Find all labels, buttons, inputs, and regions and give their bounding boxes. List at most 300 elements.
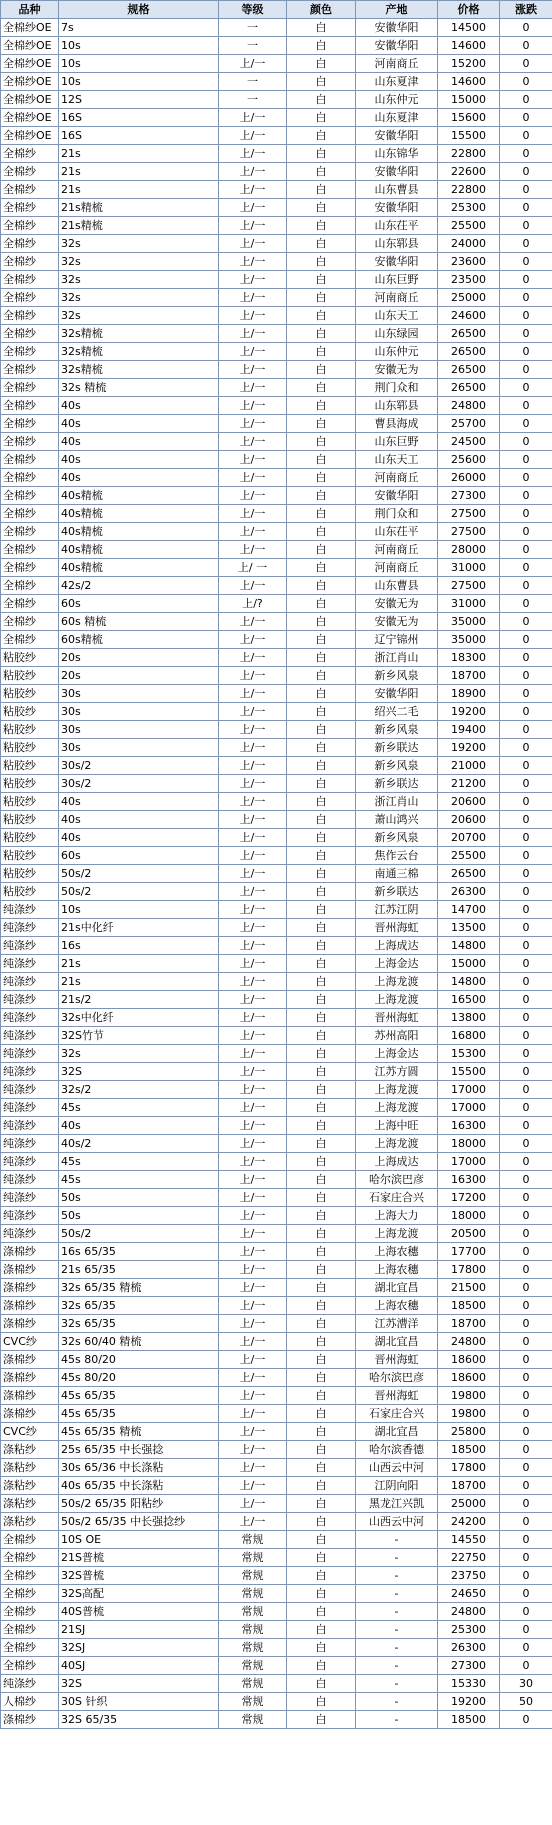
cell-grade: 上/? <box>219 595 287 613</box>
cell-change: 0 <box>500 1099 552 1117</box>
cell-price: 26500 <box>438 865 500 883</box>
cell-variety: 全棉纱 <box>1 181 59 199</box>
cell-origin: 山东郓县 <box>356 235 438 253</box>
cell-variety: 全棉纱 <box>1 1639 59 1657</box>
cell-grade: 常规 <box>219 1657 287 1675</box>
cell-variety: 纯涤纱 <box>1 1225 59 1243</box>
cell-price: 18000 <box>438 1135 500 1153</box>
table-row <box>1 883 552 901</box>
cell-change: 0 <box>500 199 552 217</box>
cell-grade: 上/一 <box>219 505 287 523</box>
cell-variety: 涤粘纱 <box>1 1513 59 1531</box>
cell-price: 15500 <box>438 1063 500 1081</box>
cell-grade: 上/一 <box>219 1477 287 1495</box>
cell-price: 25300 <box>438 199 500 217</box>
cell-price: 14800 <box>438 973 500 991</box>
cell-price: 18700 <box>438 1477 500 1495</box>
header-spec: 规格 <box>59 1 219 19</box>
cell-price: 25000 <box>438 289 500 307</box>
header-color: 颜色 <box>287 1 356 19</box>
table-row <box>1 1531 552 1549</box>
cell-grade: 上/一 <box>219 649 287 667</box>
cell-grade: 上/一 <box>219 667 287 685</box>
header-grade: 等级 <box>219 1 287 19</box>
table-row <box>1 109 552 127</box>
cell-variety: 粘胶纱 <box>1 703 59 721</box>
cell-grade: 上/一 <box>219 1117 287 1135</box>
cell-spec: 40s <box>59 829 219 847</box>
cell-spec: 40s精梳 <box>59 505 219 523</box>
cell-change: 0 <box>500 775 552 793</box>
cell-color: 白 <box>287 1243 356 1261</box>
cell-change: 0 <box>500 487 552 505</box>
cell-change: 0 <box>500 631 552 649</box>
cell-spec: 21S普梳 <box>59 1549 219 1567</box>
cell-price: 19800 <box>438 1387 500 1405</box>
table-row <box>1 667 552 685</box>
cell-change: 0 <box>500 757 552 775</box>
table-row <box>1 19 552 37</box>
cell-price: 19200 <box>438 703 500 721</box>
cell-variety: 全棉纱 <box>1 613 59 631</box>
cell-color: 白 <box>287 811 356 829</box>
cell-variety: 纯涤纱 <box>1 1063 59 1081</box>
cell-variety: 全棉纱 <box>1 289 59 307</box>
cell-price: 16300 <box>438 1171 500 1189</box>
table-row <box>1 325 552 343</box>
cell-spec: 21s <box>59 163 219 181</box>
cell-change: 30 <box>500 1675 552 1693</box>
cell-variety: 全棉纱 <box>1 1549 59 1567</box>
table-row <box>1 1369 552 1387</box>
cell-variety: 纯涤纱 <box>1 919 59 937</box>
cell-grade: 上/一 <box>219 1099 287 1117</box>
cell-origin: - <box>356 1657 438 1675</box>
cell-spec: 50s <box>59 1189 219 1207</box>
cell-variety: 全棉纱OE <box>1 91 59 109</box>
cell-color: 白 <box>287 847 356 865</box>
table-row <box>1 631 552 649</box>
cell-price: 27500 <box>438 523 500 541</box>
cell-variety: 全棉纱 <box>1 1567 59 1585</box>
cell-spec: 42s/2 <box>59 577 219 595</box>
cell-spec: 40s精梳 <box>59 487 219 505</box>
cell-origin: 上海龙渡 <box>356 1225 438 1243</box>
cell-price: 18700 <box>438 1315 500 1333</box>
header-row <box>1 1 552 19</box>
table-row <box>1 163 552 181</box>
cell-grade: 上/一 <box>219 955 287 973</box>
cell-origin: 山西云中河 <box>356 1459 438 1477</box>
cell-color: 白 <box>287 109 356 127</box>
cell-grade: 上/一 <box>219 1369 287 1387</box>
cell-color: 白 <box>287 1297 356 1315</box>
cell-color: 白 <box>287 1477 356 1495</box>
cell-change: 0 <box>500 1027 552 1045</box>
table-row <box>1 703 552 721</box>
cell-origin: 新乡风泉 <box>356 829 438 847</box>
cell-variety: 全棉纱 <box>1 163 59 181</box>
cell-grade: 常规 <box>219 1549 287 1567</box>
cell-color: 白 <box>287 523 356 541</box>
cell-origin: - <box>356 1531 438 1549</box>
cell-change: 0 <box>500 505 552 523</box>
cell-origin: - <box>356 1567 438 1585</box>
cell-variety: 涤棉纱 <box>1 1297 59 1315</box>
cell-spec: 32s 65/35 精梳 <box>59 1279 219 1297</box>
cell-spec: 32s 65/35 <box>59 1315 219 1333</box>
cell-price: 25700 <box>438 415 500 433</box>
table-row <box>1 577 552 595</box>
cell-origin: 山东茌平 <box>356 523 438 541</box>
cell-spec: 45s 80/20 <box>59 1351 219 1369</box>
cell-origin: 新乡联达 <box>356 883 438 901</box>
cell-price: 14600 <box>438 37 500 55</box>
cell-variety: 涤棉纱 <box>1 1315 59 1333</box>
cell-spec: 40s <box>59 793 219 811</box>
cell-color: 白 <box>287 757 356 775</box>
cell-grade: 上/一 <box>219 1207 287 1225</box>
cell-spec: 30s <box>59 721 219 739</box>
cell-origin: - <box>356 1585 438 1603</box>
cell-spec: 21s <box>59 145 219 163</box>
cell-grade: 上/一 <box>219 1495 287 1513</box>
cell-grade: 上/一 <box>219 487 287 505</box>
table-row <box>1 253 552 271</box>
cell-grade: 上/一 <box>219 145 287 163</box>
cell-change: 0 <box>500 19 552 37</box>
cell-color: 白 <box>287 505 356 523</box>
cell-spec: 40s精梳 <box>59 541 219 559</box>
cell-price: 23500 <box>438 271 500 289</box>
cell-origin: 新乡联达 <box>356 739 438 757</box>
cell-color: 白 <box>287 487 356 505</box>
table-row <box>1 91 552 109</box>
cell-variety: 涤棉纱 <box>1 1387 59 1405</box>
cell-origin: 晋州海虹 <box>356 1009 438 1027</box>
cell-grade: 常规 <box>219 1603 287 1621</box>
cell-grade: 上/一 <box>219 469 287 487</box>
cell-variety: 全棉纱 <box>1 199 59 217</box>
cell-color: 白 <box>287 55 356 73</box>
cell-color: 白 <box>287 1027 356 1045</box>
cell-spec: 16s 65/35 <box>59 1243 219 1261</box>
cell-color: 白 <box>287 1549 356 1567</box>
cell-origin: 上海农穗 <box>356 1297 438 1315</box>
cell-change: 0 <box>500 379 552 397</box>
cell-grade: 上/一 <box>219 1261 287 1279</box>
cell-variety: 纯涤纱 <box>1 991 59 1009</box>
cell-spec: 32s中化纤 <box>59 1009 219 1027</box>
cell-grade: 常规 <box>219 1693 287 1711</box>
cell-price: 24800 <box>438 397 500 415</box>
cell-origin: 焦作云台 <box>356 847 438 865</box>
cell-variety: 全棉纱 <box>1 325 59 343</box>
cell-grade: 上/一 <box>219 919 287 937</box>
cell-origin: 上海中旺 <box>356 1117 438 1135</box>
cell-variety: 纯涤纱 <box>1 973 59 991</box>
cell-variety: 粘胶纱 <box>1 829 59 847</box>
cell-grade: 上/一 <box>219 775 287 793</box>
cell-change: 0 <box>500 1243 552 1261</box>
cell-origin: 山东曹县 <box>356 181 438 199</box>
cell-change: 0 <box>500 793 552 811</box>
cell-spec: 16S <box>59 127 219 145</box>
cell-variety: 纯涤纱 <box>1 955 59 973</box>
cell-color: 白 <box>287 1279 356 1297</box>
cell-color: 白 <box>287 1135 356 1153</box>
cell-spec: 40s <box>59 433 219 451</box>
cell-change: 0 <box>500 1189 552 1207</box>
cell-price: 18500 <box>438 1711 500 1729</box>
cell-change: 0 <box>500 1387 552 1405</box>
cell-price: 14500 <box>438 19 500 37</box>
cell-spec: 50s/2 <box>59 1225 219 1243</box>
cell-variety: 纯涤纱 <box>1 1135 59 1153</box>
table-row <box>1 1009 552 1027</box>
cell-change: 0 <box>500 217 552 235</box>
cell-price: 15300 <box>438 1045 500 1063</box>
cell-grade: 上/一 <box>219 289 287 307</box>
cell-origin: - <box>356 1621 438 1639</box>
cell-color: 白 <box>287 343 356 361</box>
cell-price: 25300 <box>438 1621 500 1639</box>
table-row <box>1 559 552 577</box>
cell-price: 24000 <box>438 235 500 253</box>
table-row <box>1 1549 552 1567</box>
cell-spec: 45s 65/35 <box>59 1405 219 1423</box>
cell-origin: 安徽华阳 <box>356 199 438 217</box>
cell-color: 白 <box>287 1315 356 1333</box>
cell-change: 0 <box>500 919 552 937</box>
table-row <box>1 595 552 613</box>
cell-change: 0 <box>500 1459 552 1477</box>
cell-grade: 上/一 <box>219 451 287 469</box>
cell-grade: 上/一 <box>219 1315 287 1333</box>
cell-origin: 晋州海虹 <box>356 1387 438 1405</box>
cell-grade: 上/一 <box>219 865 287 883</box>
cell-spec: 32s <box>59 289 219 307</box>
table-row <box>1 1207 552 1225</box>
table-row <box>1 1135 552 1153</box>
cell-price: 23600 <box>438 253 500 271</box>
cell-origin: 安徽华阳 <box>356 37 438 55</box>
cell-spec: 7s <box>59 19 219 37</box>
cell-spec: 32s <box>59 253 219 271</box>
cell-grade: 常规 <box>219 1675 287 1693</box>
cell-variety: 全棉纱OE <box>1 73 59 91</box>
table-row <box>1 865 552 883</box>
cell-color: 白 <box>287 1261 356 1279</box>
cell-variety: 全棉纱 <box>1 235 59 253</box>
cell-origin: - <box>356 1603 438 1621</box>
table-row <box>1 649 552 667</box>
cell-grade: 上/一 <box>219 1297 287 1315</box>
cell-color: 白 <box>287 433 356 451</box>
table-row <box>1 1279 552 1297</box>
table-row <box>1 487 552 505</box>
cell-spec: 21s <box>59 181 219 199</box>
cell-origin: 安徽华阳 <box>356 127 438 145</box>
cell-spec: 10s <box>59 37 219 55</box>
cell-spec: 32S普梳 <box>59 1567 219 1585</box>
cell-change: 0 <box>500 829 552 847</box>
cell-color: 白 <box>287 1117 356 1135</box>
cell-change: 0 <box>500 1351 552 1369</box>
cell-origin: 上海农穗 <box>356 1261 438 1279</box>
table-row <box>1 469 552 487</box>
cell-variety: 纯涤纱 <box>1 1009 59 1027</box>
cell-color: 白 <box>287 1567 356 1585</box>
cell-variety: 涤棉纱 <box>1 1369 59 1387</box>
cell-color: 白 <box>287 955 356 973</box>
cell-variety: 全棉纱OE <box>1 19 59 37</box>
cell-origin: 哈尔滨巴彦 <box>356 1171 438 1189</box>
cell-origin: 黑龙江兴凯 <box>356 1495 438 1513</box>
cell-grade: 上/一 <box>219 523 287 541</box>
cell-price: 14800 <box>438 937 500 955</box>
cell-change: 0 <box>500 1423 552 1441</box>
cell-spec: 32SJ <box>59 1639 219 1657</box>
cell-price: 18900 <box>438 685 500 703</box>
cell-color: 白 <box>287 973 356 991</box>
cell-color: 白 <box>287 1081 356 1099</box>
cell-color: 白 <box>287 865 356 883</box>
cell-color: 白 <box>287 1513 356 1531</box>
cell-color: 白 <box>287 199 356 217</box>
cell-spec: 40s <box>59 397 219 415</box>
cell-color: 白 <box>287 73 356 91</box>
table-row <box>1 937 552 955</box>
cell-variety: 全棉纱 <box>1 253 59 271</box>
cell-color: 白 <box>287 145 356 163</box>
cell-variety: 涤粘纱 <box>1 1441 59 1459</box>
cell-spec: 40s/2 <box>59 1135 219 1153</box>
cell-grade: 上/一 <box>219 577 287 595</box>
cell-grade: 上/一 <box>219 991 287 1009</box>
cell-variety: 全棉纱 <box>1 415 59 433</box>
cell-color: 白 <box>287 739 356 757</box>
cell-origin: 南通三棉 <box>356 865 438 883</box>
cell-change: 0 <box>500 991 552 1009</box>
cell-origin: 安徽华阳 <box>356 163 438 181</box>
cell-color: 白 <box>287 667 356 685</box>
cell-grade: 上/一 <box>219 883 287 901</box>
cell-variety: 粘胶纱 <box>1 775 59 793</box>
cell-change: 0 <box>500 235 552 253</box>
cell-grade: 一 <box>219 37 287 55</box>
cell-spec: 12S <box>59 91 219 109</box>
cell-grade: 上/一 <box>219 757 287 775</box>
cell-origin: 辽宁锦州 <box>356 631 438 649</box>
cell-spec: 32S高配 <box>59 1585 219 1603</box>
header-variety: 品种 <box>1 1 59 19</box>
cell-grade: 上/一 <box>219 1441 287 1459</box>
cell-price: 24500 <box>438 433 500 451</box>
cell-change: 0 <box>500 1369 552 1387</box>
cell-price: 17000 <box>438 1153 500 1171</box>
cell-price: 21200 <box>438 775 500 793</box>
cell-variety: 全棉纱 <box>1 145 59 163</box>
cell-change: 0 <box>500 1261 552 1279</box>
cell-spec: 21s <box>59 955 219 973</box>
cell-color: 白 <box>287 559 356 577</box>
cell-variety: 全棉纱 <box>1 559 59 577</box>
cell-color: 白 <box>287 883 356 901</box>
cell-origin: 浙江肖山 <box>356 649 438 667</box>
cell-price: 27300 <box>438 1657 500 1675</box>
cell-origin: 山东天工 <box>356 307 438 325</box>
cell-grade: 上/一 <box>219 1081 287 1099</box>
cell-grade: 上/一 <box>219 937 287 955</box>
cell-spec: 60s精梳 <box>59 631 219 649</box>
cell-spec: 32s/2 <box>59 1081 219 1099</box>
cell-grade: 上/一 <box>219 1279 287 1297</box>
cell-change: 0 <box>500 271 552 289</box>
cell-change: 0 <box>500 55 552 73</box>
cell-price: 25800 <box>438 1423 500 1441</box>
table-row <box>1 73 552 91</box>
cell-color: 白 <box>287 1099 356 1117</box>
cell-change: 0 <box>500 1117 552 1135</box>
cell-color: 白 <box>287 901 356 919</box>
cell-color: 白 <box>287 415 356 433</box>
table-body <box>1 19 552 1729</box>
cell-price: 27500 <box>438 505 500 523</box>
cell-variety: 涤粘纱 <box>1 1495 59 1513</box>
cell-grade: 上/一 <box>219 397 287 415</box>
table-row <box>1 1117 552 1135</box>
cell-color: 白 <box>287 1333 356 1351</box>
table-row <box>1 919 552 937</box>
table-row <box>1 811 552 829</box>
cell-origin: 江阴向阳 <box>356 1477 438 1495</box>
cell-price: 19200 <box>438 739 500 757</box>
cell-grade: 上/一 <box>219 631 287 649</box>
cell-spec: 40s <box>59 1117 219 1135</box>
cell-spec: 32s 精梳 <box>59 379 219 397</box>
cell-grade: 上/一 <box>219 811 287 829</box>
cell-change: 0 <box>500 289 552 307</box>
cell-color: 白 <box>287 1009 356 1027</box>
cell-change: 0 <box>500 1495 552 1513</box>
cell-color: 白 <box>287 685 356 703</box>
table-row <box>1 1315 552 1333</box>
table-row <box>1 1153 552 1171</box>
cell-grade: 上/一 <box>219 1333 287 1351</box>
cell-origin: 上海大力 <box>356 1207 438 1225</box>
cell-spec: 21SJ <box>59 1621 219 1639</box>
cell-variety: 全棉纱 <box>1 1621 59 1639</box>
cell-price: 35000 <box>438 613 500 631</box>
cell-origin: - <box>356 1693 438 1711</box>
cell-price: 17000 <box>438 1081 500 1099</box>
cell-change: 0 <box>500 883 552 901</box>
cell-spec: 40s 65/35 中长涤粘 <box>59 1477 219 1495</box>
cell-price: 26300 <box>438 1639 500 1657</box>
cell-origin: 河南商丘 <box>356 469 438 487</box>
cell-variety: 全棉纱 <box>1 307 59 325</box>
cell-change: 0 <box>500 397 552 415</box>
cell-change: 0 <box>500 1063 552 1081</box>
cell-change: 0 <box>500 1621 552 1639</box>
cell-color: 白 <box>287 451 356 469</box>
cell-origin: 上海龙渡 <box>356 1099 438 1117</box>
cell-grade: 上/一 <box>219 613 287 631</box>
cell-origin: 上海农穗 <box>356 1243 438 1261</box>
cell-color: 白 <box>287 37 356 55</box>
cell-origin: 山东锦华 <box>356 145 438 163</box>
